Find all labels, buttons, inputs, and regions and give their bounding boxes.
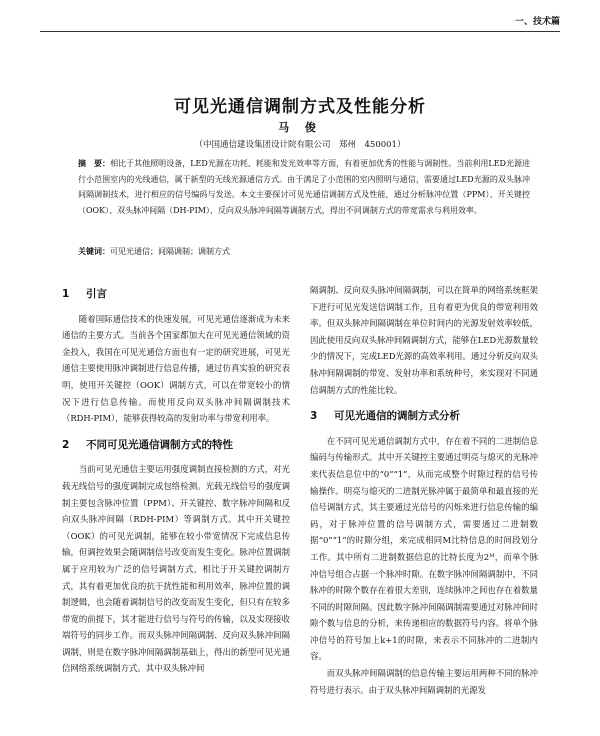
affiliation: （中国通信建设集团设计院有限公司 郑州 450001） bbox=[194, 140, 406, 150]
section-heading-1 bbox=[62, 286, 290, 303]
section-number: 2 bbox=[62, 438, 70, 451]
section-title: 引言 bbox=[86, 288, 107, 300]
paragraph: 当前可见光通信主要运用强度调制直接检测的方式，对光载无线信号的强度调制完成包络检测。光载无线信号的强度调制主要包含脉冲位置（PPM）、开关键控、数字脉冲间隔和反向双头脉冲间隔（RDH-PIM）等调制方式。其中开关键控（OOK）的可见光调制，能够在较小带宽情况下完成信息传输，但调控效果会随调制信号改变而发生变化。脉冲位置调制属于应用较为广泛的信号调制方式，相比于开关键控调制方式，其有着更加优良的抗干扰性能和利用效率，脉冲位置的调制逻辑，也会随着调制信号的改变而发生变化，但只有在较多带宽的前提下，其才能进行信号与符号的传输，以及实现接收端符号的同步工作。而双头脉冲间隔调制、反向双头脉冲间隔调制，则是在数字脉冲间隔调制基础上，得出的新型可见光通信网络系统调制方式。其中双头脉冲间 bbox=[62, 464, 290, 674]
paragraph: 在不同可见光通信调制方式中，存在着不同的二进制信息编码与传输形式。其中开关键控主要通过明亮与熄灭的光脉冲来代表信息位中的“0”“1”，从而完成整个时隙过程的信号传输操作。明亮与熄灭的二进制光脉冲属于最简单和最直接的光信号调制方式，其主要通过光信号的闪烁来进行信息传输的编码，对于脉冲位置的信号调制方式，需要通过二进制数据“0”“1”的时隙分组，来完成相同M比特信息的时间段划分工作。其中所有二进制数据信息的比特长度为2ᴹ，而单个脉冲信号组合占据一个脉冲时隙。在数字脉冲间隔调制中，不同脉冲的时隙个数存在着很大差别，连续脉冲之间也存在着数量不同的时隙间隔。因此数字脉冲间隔调制需要通过对脉冲间时隙个数与信息的分析，来传递相应的数据符号内容。将单个脉冲信号的符号加上k+1的时隙，来表示不同脉冲的二进制内容。 bbox=[310, 435, 538, 662]
abstract bbox=[78, 156, 530, 218]
right-column bbox=[310, 282, 538, 698]
paragraph: 而双头脉冲间隔调制的信息传输主要运用两种不同的脉冲符号进行表示。由于双头脉冲间隔调制的光源发 bbox=[310, 668, 538, 695]
keywords-label: 关键词： bbox=[78, 246, 110, 256]
section-title: 不同可见光通信调制方式的特性 bbox=[86, 438, 233, 451]
section-title: 可见光通信的调制方式分析 bbox=[334, 410, 460, 423]
section-heading-2 bbox=[62, 437, 290, 454]
author-name: 马 俊 bbox=[278, 121, 322, 134]
abstract-text: 相比于其他照明设备，LED光源在功耗、耗能和发光效率等方面，有着更加优秀的性能与调制性。当前利用LED光源进行小范围室内的光线通信，属于新型的无线光源通信方式。由于满足了小范围的室内照明与通信，需要通过LED光源的双头脉冲间隔调制技术，进行相应的信号编码与发送。本文主要探讨可见光通信调制方式及性能，通过分析脉冲位置（PPM）、开关键控（OOK）、双头脉冲间隔（DH-PIM）、反向双头脉冲间隔等调制方式，得出不同调制方式的带宽需求与利用效率。 bbox=[78, 159, 531, 215]
abstract-label: 摘 要： bbox=[78, 158, 111, 168]
paper-title: 可见光通信调制方式及性能分析 bbox=[174, 97, 426, 117]
section-number: 1 bbox=[62, 288, 70, 300]
keywords-text: 可见光通信；间隔调制；调制方式 bbox=[110, 247, 230, 256]
running-head: 一、技术篇 bbox=[40, 14, 560, 32]
section-heading-3 bbox=[310, 408, 538, 425]
paragraph: 隔调制、反向双头脉冲间隔调制，可以在简单的网络系统框架下进行可见光发送信调制工作，且有着更为优良的带宽利用效率。但双头脉冲间隔调制在单位时间内的光源发射效率较低，因此使用反向双头脉冲间隔调制方式，能够在LED光源数量较少的情况下，完成LED光源的高效率利用。通过分析反向双头脉冲间隔调制的带宽、发射功率和系统种号，来实现对不同通信调制方式的性能比较。 bbox=[310, 285, 538, 395]
keywords bbox=[78, 244, 530, 259]
paragraph: 随着国际通信技术的快速发展，可见光通信逐渐成为未来通信的主要方式。当前各个国家都加大在可见光通信领域的资金投入，我国在可见光通信方面也有一定的研究进展，可见光通信主要使用脉冲调制进行信息传播，通过仿真实验的研究表明，使用开关键控（OOK）调制方式，可以在带宽较小的情况下进行信息传输。而使用反向双头脉冲间隔调制技术（RDH-PIM），能够获得较高的发射功率与带宽利用率。 bbox=[62, 313, 290, 424]
left-column bbox=[62, 282, 290, 677]
section-number: 3 bbox=[310, 410, 318, 423]
